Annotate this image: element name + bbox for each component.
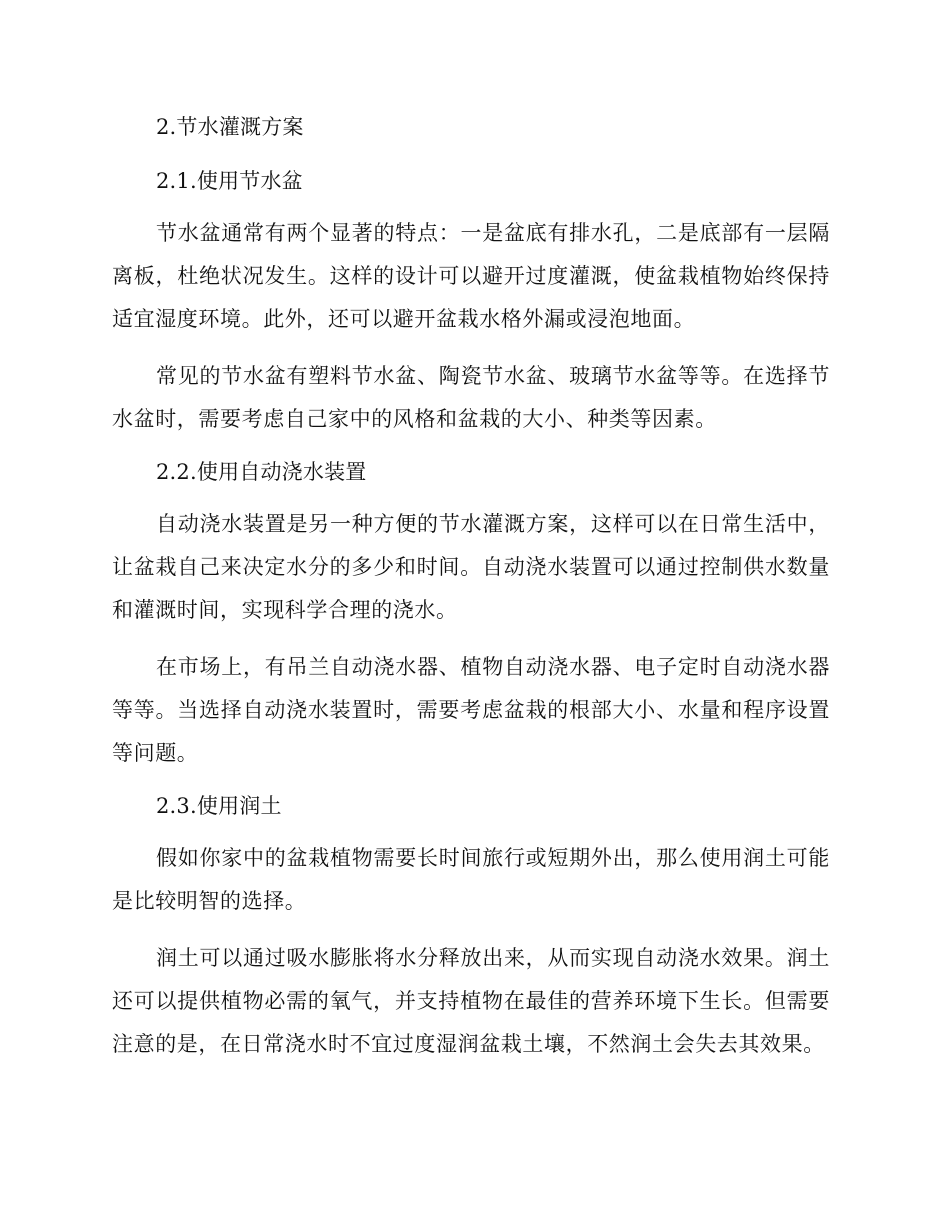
subsection-heading: 2.2.使用自动浇水装置 [156, 460, 367, 484]
paragraph: 自动浇水装置是另一种方便的节水灌溉方案，这样可以在日常生活中，让盆栽自己来决定水分的多少和时间。自动浇水装置可以通过控制供水数量和灌溉时间，实现科学合理的浇水。 [112, 512, 830, 622]
subsection-heading: 2.3.使用润土 [156, 794, 282, 818]
subsection-heading: 2.1.使用节水盆 [156, 169, 303, 193]
paragraph: 润土可以通过吸水膨胀将水分释放出来，从而实现自动浇水效果。润土还可以提供植物必需的氧气，并支持植物在最佳的营养环境下生长。但需要注意的是，在日常浇水时不宜过度湿润盆栽土壤，不然润土会失去其效果。 [112, 946, 830, 1056]
paragraph: 节水盆通常有两个显著的特点：一是盆底有排水孔，二是底部有一层隔离板，杜绝状况发生。这样的设计可以避开过度灌溉，使盆栽植物始终保持适宜湿度环境。此外，还可以避开盆栽水格外漏或浸泡地面。 [112, 221, 830, 331]
section-title: 2.节水灌溉方案 [156, 115, 304, 139]
paragraph: 在市场上，有吊兰自动浇水器、植物自动浇水器、电子定时自动浇水器等等。当选择自动浇水装置时，需要考虑盆栽的根部大小、水量和程序设置等问题。 [112, 655, 830, 765]
paragraph: 常见的节水盆有塑料节水盆、陶瓷节水盆、玻璃节水盆等等。在选择节水盆时，需要考虑自己家中的风格和盆栽的大小、种类等因素。 [112, 364, 830, 431]
document-body [112, 110, 830, 1080]
subsection-water-saving-pot [112, 164, 830, 441]
subsection-moist-soil [112, 789, 830, 1066]
paragraph: 假如你家中的盆栽植物需要长时间旅行或短期外出，那么使用润土可能是比较明智的选择。 [112, 846, 830, 913]
subsection-auto-watering-device [112, 455, 830, 775]
